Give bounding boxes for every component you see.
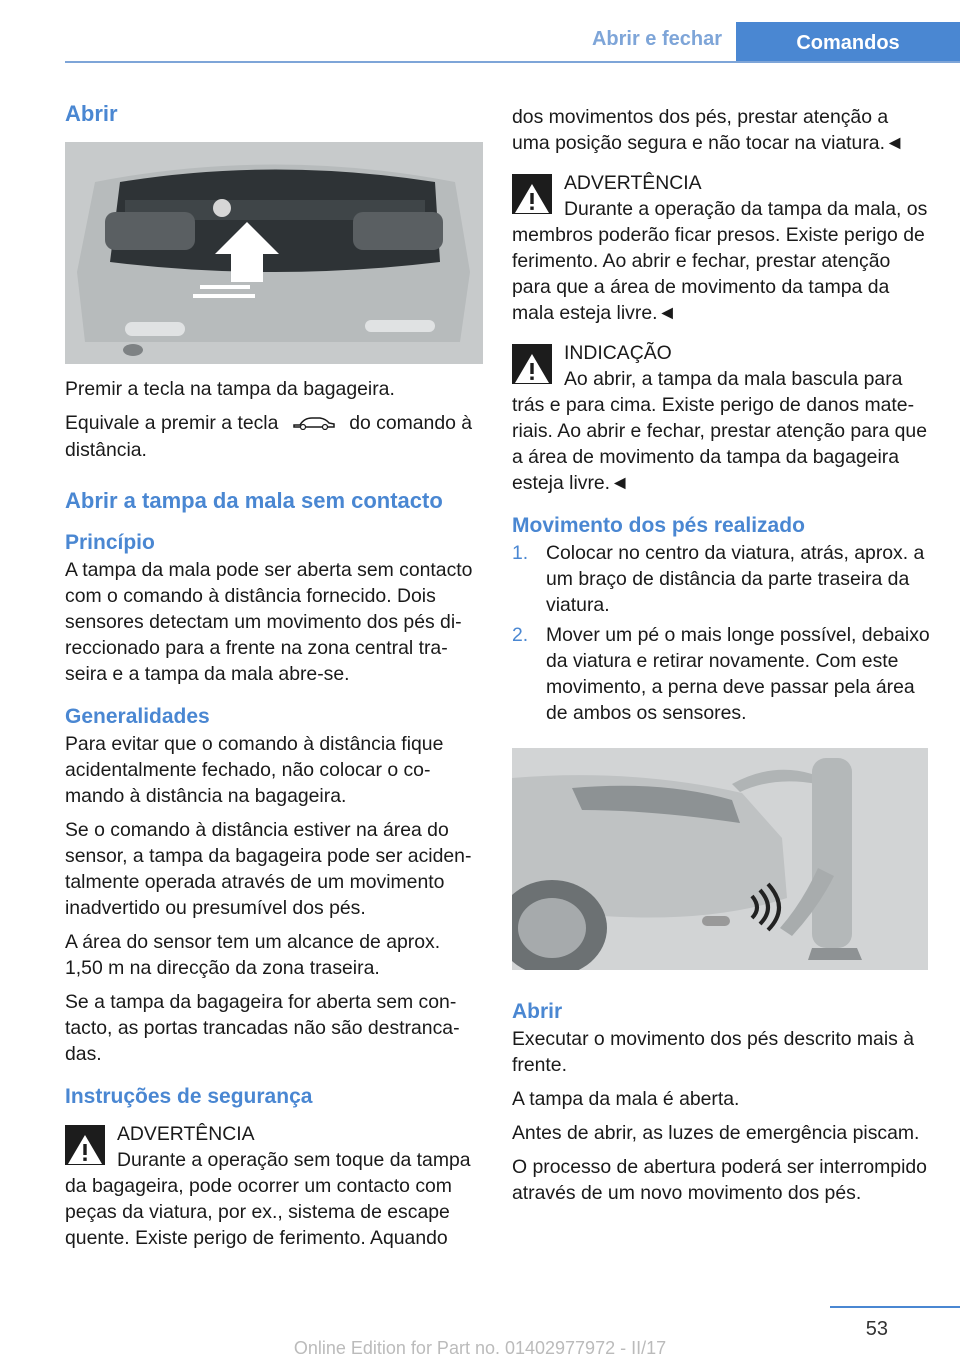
continued-text: dos movimentos dos pés, prestar atenção a uma posição segura e não tocar na viatura.◄ <box>512 106 905 154</box>
foot-movement-illustration <box>512 748 928 970</box>
trunk-rear-image <box>65 142 483 364</box>
step-number: 2. <box>512 624 529 646</box>
open-paragraph: Antes de abrir, as luzes de emergência piscam. <box>512 1122 920 1144</box>
warning-box <box>65 1121 483 1251</box>
trunk-button-illustration <box>65 142 483 364</box>
car-key-fob-icon <box>284 411 344 437</box>
heading-abrir: Abrir <box>65 101 118 126</box>
step-item <box>512 622 930 726</box>
warning-triangle-icon <box>65 1125 105 1165</box>
open-paragraph: O processo de abertura poderá ser interrompido através de um novo movimento dos pés. <box>512 1156 927 1204</box>
general-paragraph: A área do sensor tem um alcance de aprox. 1,50 m na direcção da zona traseira. <box>65 930 441 979</box>
warning-title: ADVERTÊNCIA <box>117 1122 255 1145</box>
warning-text: Durante a operação sem toque da tampa da bagageira, pode ocorrer um contacto com peças da viatura, por ex., sistema de escape quente. Existe perigo de ferimento. Aquando <box>65 1148 471 1249</box>
heading-movement: Movimento dos pés realizado <box>512 514 805 537</box>
header-rule <box>65 61 960 63</box>
remote-equivalent-part1: Equivale a premir a tecla <box>65 412 279 434</box>
remote-equivalent-part2: do comando à distância. <box>65 412 473 461</box>
general-paragraph: Se o comando à distância estiver na área do sensor, a tampa da bagageira pode ser acidentalmente operada através de um movimento inadvertido ou presumível dos pés. <box>65 818 472 919</box>
step-number: 1. <box>512 542 529 564</box>
heading-general: Generalidades <box>65 704 210 728</box>
step-item <box>512 540 930 618</box>
right-column <box>512 104 930 1214</box>
open-paragraph: A tampa da mala é aberta. <box>512 1088 740 1110</box>
kick-sensor-image <box>512 748 928 970</box>
step-text: Mover um pé o mais longe possível, debaixo da viatura e retirar novamente. Com este movimento, a perna deve passar pela área de ambos os sensores. <box>546 624 930 724</box>
page-number: 53 <box>865 1318 888 1340</box>
header-section-tab: Comandos <box>736 22 960 63</box>
header-chapter: Abrir e fechar <box>591 28 722 50</box>
footer-rule <box>830 1306 960 1308</box>
heading-safety: Instruções de segurança <box>65 1084 313 1108</box>
heading-contactless: Abrir a tampa da mala sem contacto <box>65 487 443 513</box>
general-paragraph: Para evitar que o comando à distância fique acidentalmente fechado, não colocar o comando à distância na bagageira. <box>65 732 444 807</box>
note-title: INDICAÇÃO <box>564 342 672 364</box>
page-header <box>65 0 960 62</box>
heading-abrir-2: Abrir <box>512 1000 563 1023</box>
trunk-button-text: Premir a tecla na tampa da bagageira. <box>65 378 395 400</box>
general-paragraph: Se a tampa da bagageira for aberta sem contacto, as portas trancadas não são destrancadas. <box>65 990 460 1065</box>
principle-text: A tampa da mala pode ser aberta sem contacto com o comando à distância fornecido. Dois sensores detectam um movimento dos pés direccionado para a frente na zona central traseira e a tampa da mala abre-se. <box>65 558 473 685</box>
note-box <box>512 340 930 496</box>
open-paragraph: Executar o movimento dos pés descrito mais à frente. <box>512 1028 914 1076</box>
movement-steps <box>512 540 930 726</box>
step-text: Colocar no centro da viatura, atrás, aprox. a um braço de distância da parte traseira da viatura. <box>546 542 925 616</box>
edition-watermark: Online Edition for Part no. 01402977972 - II/17 <box>293 1338 667 1358</box>
left-column <box>65 100 483 1259</box>
heading-principle: Princípio <box>65 530 155 554</box>
remote-equivalent-text <box>65 410 483 463</box>
warning-box <box>512 170 930 326</box>
warning-title: ADVERTÊNCIA <box>564 172 702 194</box>
note-text: Ao abrir, a tampa da mala bascula para trás e para cima. Existe perigo de danos materiais. Ao abrir e fechar, prestar atenção para que a área de movimento da tampa da bagageira esteja livre.◄ <box>512 368 927 494</box>
warning-text: Durante a operação da tampa da mala, os membros poderão ficar presos. Existe perigo de ferimento. Ao abrir e fechar, prestar atenção para que a área de movimento da tampa da mala esteja livre.◄ <box>512 198 928 324</box>
warning-triangle-icon <box>512 344 552 384</box>
warning-triangle-icon <box>512 174 552 214</box>
